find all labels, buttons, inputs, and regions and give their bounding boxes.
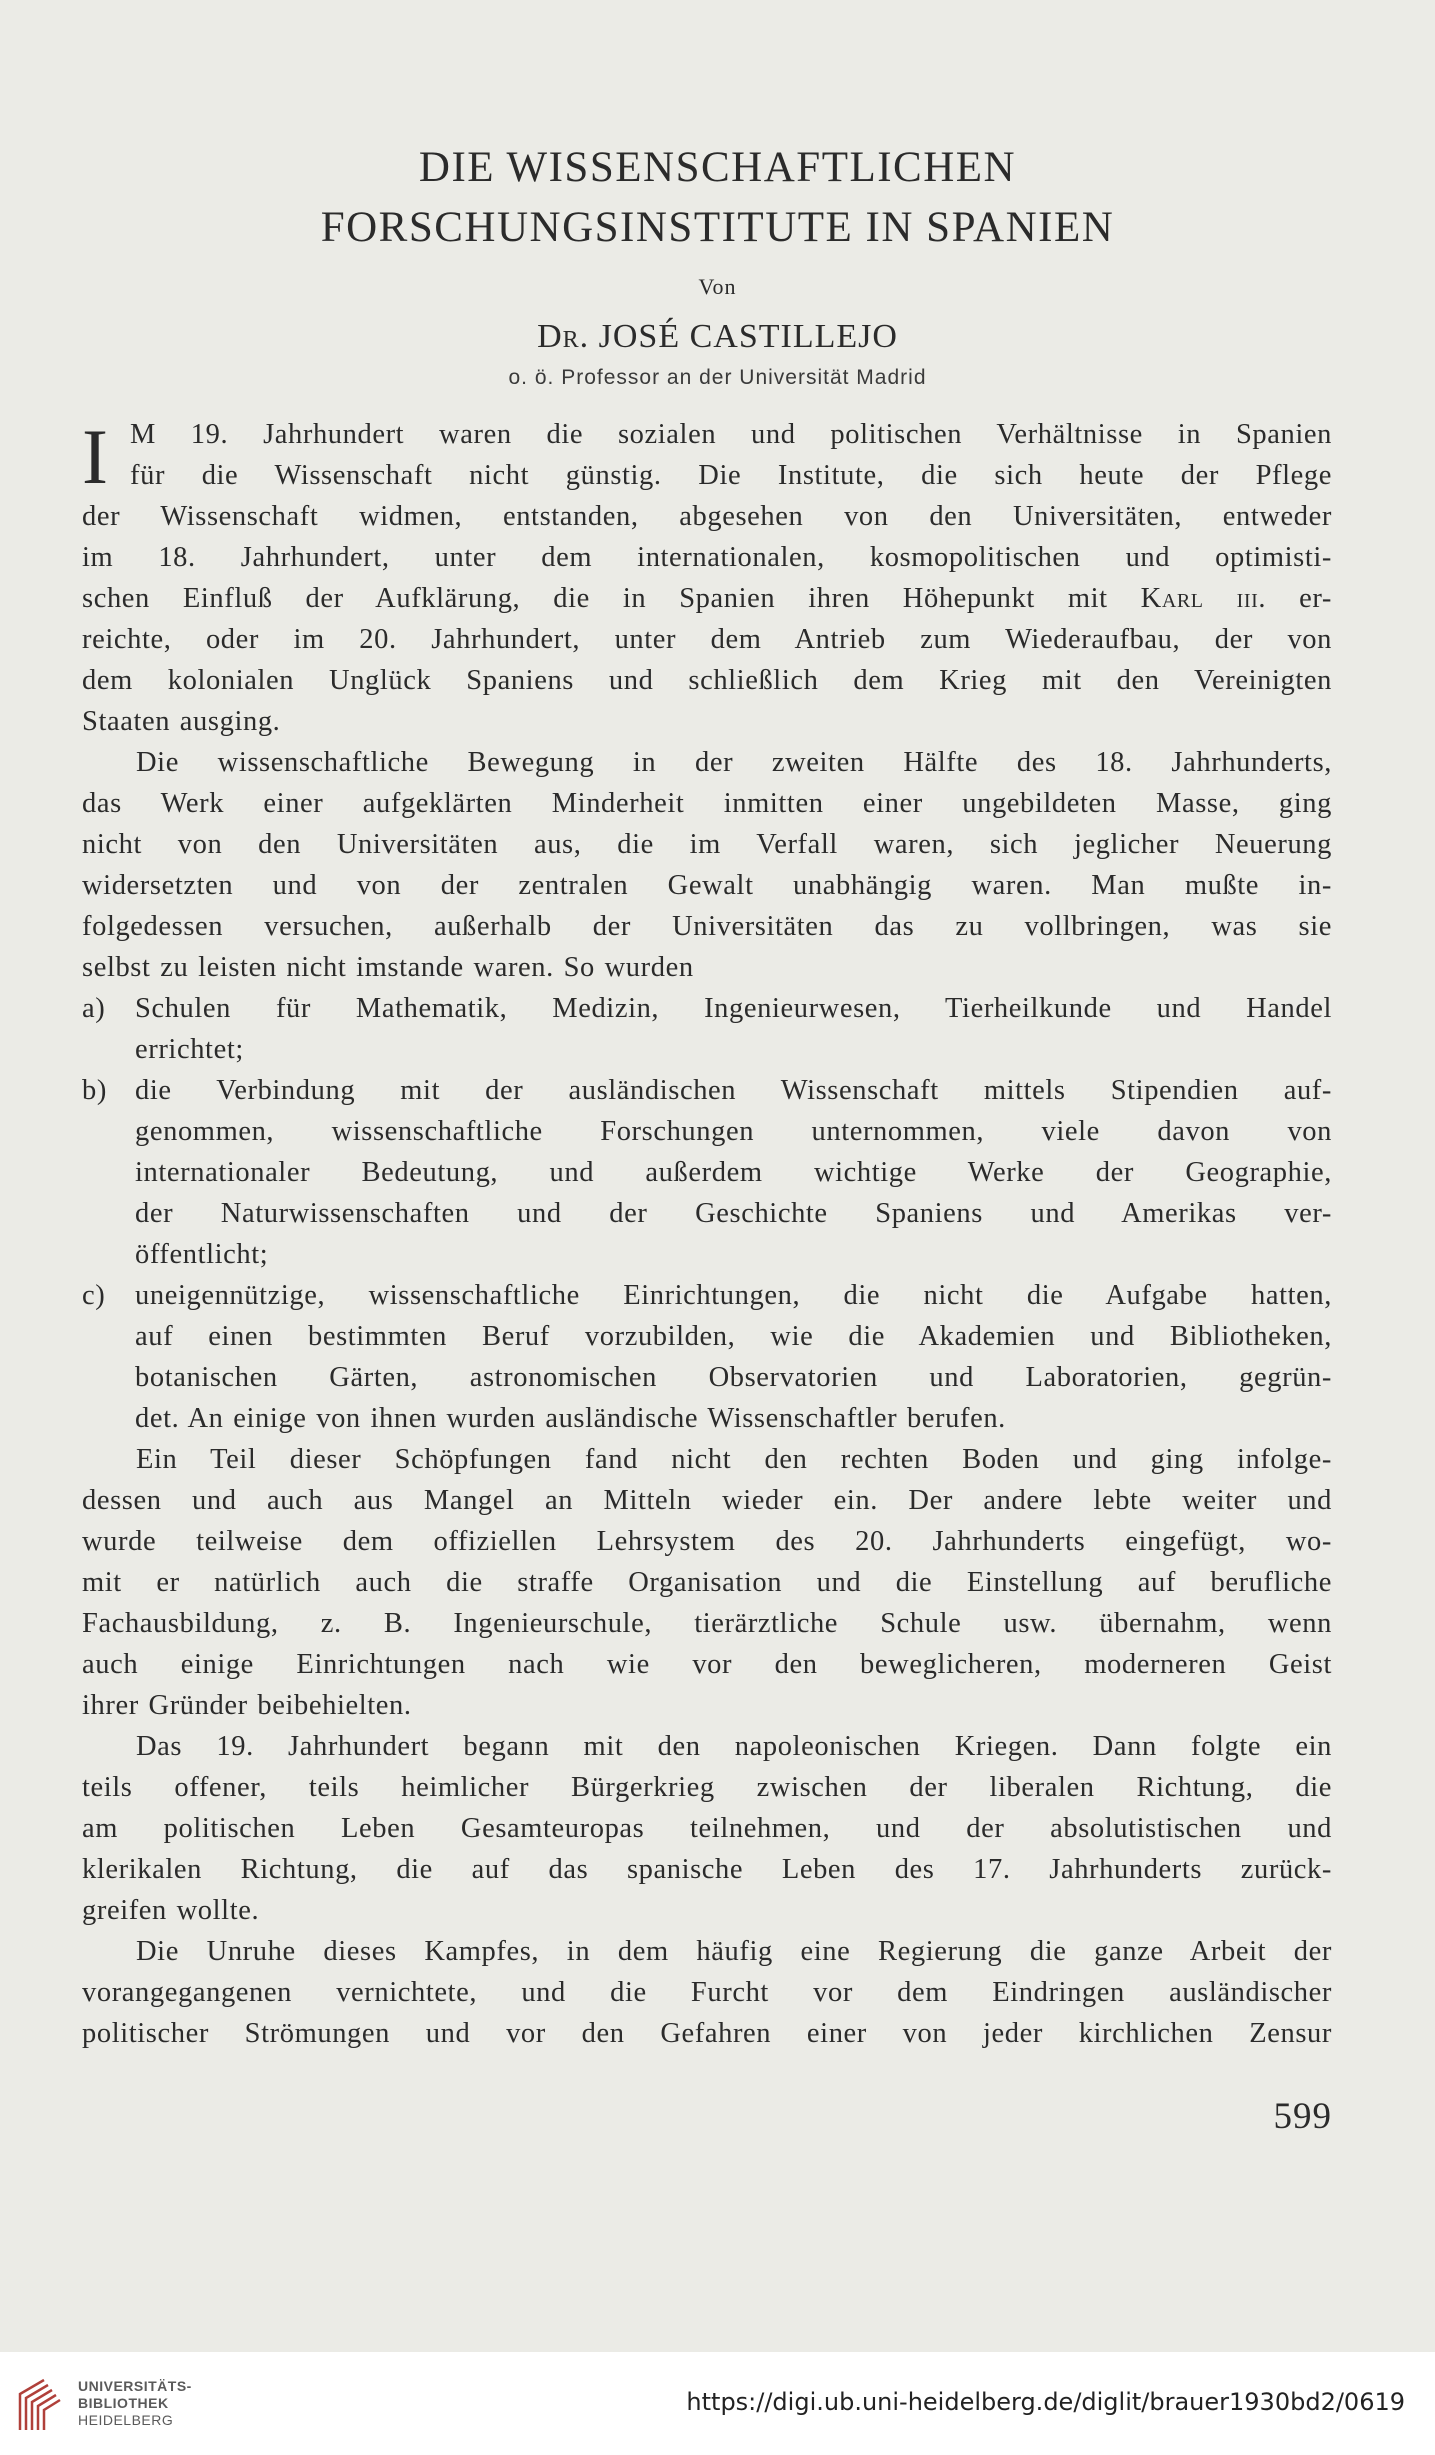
text-line: folgedessen versuchen, außerhalb der Universitäten das zu vollbringen, was sie	[82, 911, 1332, 942]
text-line: errichtet;	[135, 1034, 244, 1065]
text-line: mit er natürlich auch die straffe Organisation und die Einstellung auf berufliche	[82, 1567, 1332, 1598]
author	[0, 318, 1435, 356]
list-item-b	[82, 1070, 1332, 1275]
paragraph-2	[82, 742, 1332, 988]
text-line: Schulen für Mathematik, Medizin, Ingenieurwesen, Tierheilkunde und Handel	[135, 993, 1332, 1024]
source-url-link[interactable]: https://digi.ub.uni-heidelberg.de/diglit/brauer1930bd2/0619	[686, 2388, 1405, 2416]
text-line: Ein Teil dieser Schöpfungen fand nicht den rechten Boden und ging infolge-	[136, 1444, 1332, 1475]
text-line: für die Wissenschaft nicht günstig. Die Institute, die sich heute der Pflege	[130, 460, 1332, 491]
footer-bar	[0, 2352, 1435, 2455]
paragraph-3	[82, 1439, 1332, 1726]
list-label: a)	[82, 993, 106, 1024]
author-name: JOSÉ CASTILLEJO	[598, 318, 898, 355]
byline-von: Von	[698, 274, 737, 299]
text-line: politischer Strömungen und vor den Gefahren einer von jeder kirchlichen Zensur	[82, 2018, 1332, 2049]
logo-line-3: HEIDELBERG	[78, 2412, 174, 2428]
text-line: auf einen bestimmten Beruf vorzubilden, wie die Akademien und Bibliotheken,	[135, 1321, 1332, 1352]
text-line: nicht von den Universitäten aus, die im Verfall waren, sich jeglicher Neuerung	[82, 829, 1332, 860]
text-span: schen Einfluß der Aufklärung, die in Spanien ihren Höhepunkt mit	[82, 583, 1108, 614]
text-line: genommen, wissenschaftliche Forschungen unternommen, viele davon von	[135, 1116, 1332, 1147]
text-line: das Werk einer aufgeklärten Minderheit inmitten einer ungebildeten Masse, ging	[82, 788, 1332, 819]
list-label: b)	[82, 1075, 107, 1106]
article-title-line-1: DIE WISSENSCHAFTLICHEN	[418, 144, 1017, 191]
text-span: er-	[1299, 583, 1332, 614]
paragraph-4	[82, 1726, 1332, 1931]
logo-line-1: UNIVERSITÄTS-	[78, 2378, 192, 2394]
text-line: klerikalen Richtung, die auf das spanische Leben des 17. Jahrhunderts zurück-	[82, 1854, 1332, 1885]
article-title-line-2: FORSCHUNGSINSTITUTE IN SPANIEN	[320, 204, 1115, 251]
small-caps-name: Karl iii.	[1140, 583, 1267, 614]
paragraph-5	[82, 1931, 1332, 2054]
text-line: die Verbindung mit der ausländischen Wissenschaft mittels Stipendien auf-	[135, 1075, 1332, 1106]
text-line: der Naturwissenschaften und der Geschichte Spaniens und Amerikas ver-	[135, 1198, 1332, 1229]
author-affiliation: o. ö. Professor an der Universität Madrid	[508, 366, 927, 389]
library-logo-icon	[14, 2374, 70, 2434]
list-item-c	[82, 1275, 1332, 1439]
text-line: der Wissenschaft widmen, entstanden, abgesehen von den Universitäten, entweder	[82, 501, 1332, 532]
article-body	[82, 414, 1332, 2054]
drop-cap: I	[82, 413, 109, 500]
text-line: auch einige Einrichtungen nach wie vor den beweglicheren, moderneren Geist	[82, 1649, 1332, 1680]
text-line: öffentlicht;	[135, 1239, 269, 1270]
text-line: Die wissenschaftliche Bewegung in der zweiten Hälfte des 18. Jahrhunderts,	[136, 747, 1332, 778]
text-line: dem kolonialen Unglück Spaniens und schließlich dem Krieg mit den Vereinigten	[82, 665, 1332, 696]
text-line: reichte, oder im 20. Jahrhundert, unter dem Antrieb zum Wiederaufbau, der von	[82, 624, 1332, 655]
text-line: selbst zu leisten nicht imstande waren. So wurden	[82, 952, 694, 983]
text-line: uneigennützige, wissenschaftliche Einrichtungen, die nicht die Aufgabe hatten,	[135, 1280, 1332, 1311]
text-line: wurde teilweise dem offiziellen Lehrsystem des 20. Jahrhunderts eingefügt, wo-	[82, 1526, 1332, 1557]
paragraph-1	[82, 414, 1332, 742]
text-line: teils offener, teils heimlicher Bürgerkrieg zwischen der liberalen Richtung, die	[82, 1772, 1332, 1803]
text-line: widersetzten und von der zentralen Gewalt unabhängig waren. Man mußte in-	[82, 870, 1332, 901]
text-line: ihrer Gründer beibehielten.	[82, 1690, 412, 1721]
text-line	[82, 578, 1332, 619]
text-line: vorangegangenen vernichtete, und die Furcht vor dem Eindringen ausländischer	[82, 1977, 1332, 2008]
text-line: M 19. Jahrhundert waren die sozialen und politischen Verhältnisse in Spanien	[130, 419, 1332, 450]
text-line: dessen und auch aus Mangel an Mitteln wieder ein. Der andere lebte weiter und	[82, 1485, 1332, 1516]
text-line: im 18. Jahrhundert, unter dem internationalen, kosmopolitischen und optimisti-	[82, 542, 1332, 573]
library-logo-text	[78, 2378, 192, 2429]
text-line: greifen wollte.	[82, 1895, 260, 1926]
author-prefix: Dr.	[537, 318, 590, 355]
text-line: internationaler Bedeutung, und außerdem wichtige Werke der Geographie,	[135, 1157, 1332, 1188]
text-line: botanischen Gärten, astronomischen Observatorien und Laboratorien, gegrün-	[135, 1362, 1332, 1393]
list-label: c)	[82, 1280, 106, 1311]
page-number: 599	[1273, 2096, 1332, 2137]
text-line: Fachausbildung, z. B. Ingenieurschule, tierärztliche Schule usw. übernahm, wenn	[82, 1608, 1332, 1639]
list-item-a	[82, 988, 1332, 1070]
text-line: det. An einige von ihnen wurden ausländische Wissenschaftler berufen.	[135, 1403, 1006, 1434]
text-line: am politischen Leben Gesamteuropas teilnehmen, und der absolutistischen und	[82, 1813, 1332, 1844]
text-line: Die Unruhe dieses Kampfes, in dem häufig eine Regierung die ganze Arbeit der	[136, 1936, 1332, 1967]
text-line: Das 19. Jahrhundert begann mit den napoleonischen Kriegen. Dann folgte ein	[136, 1731, 1332, 1762]
text-line: Staaten ausging.	[82, 706, 281, 737]
logo-line-2: BIBLIOTHEK	[78, 2395, 169, 2411]
